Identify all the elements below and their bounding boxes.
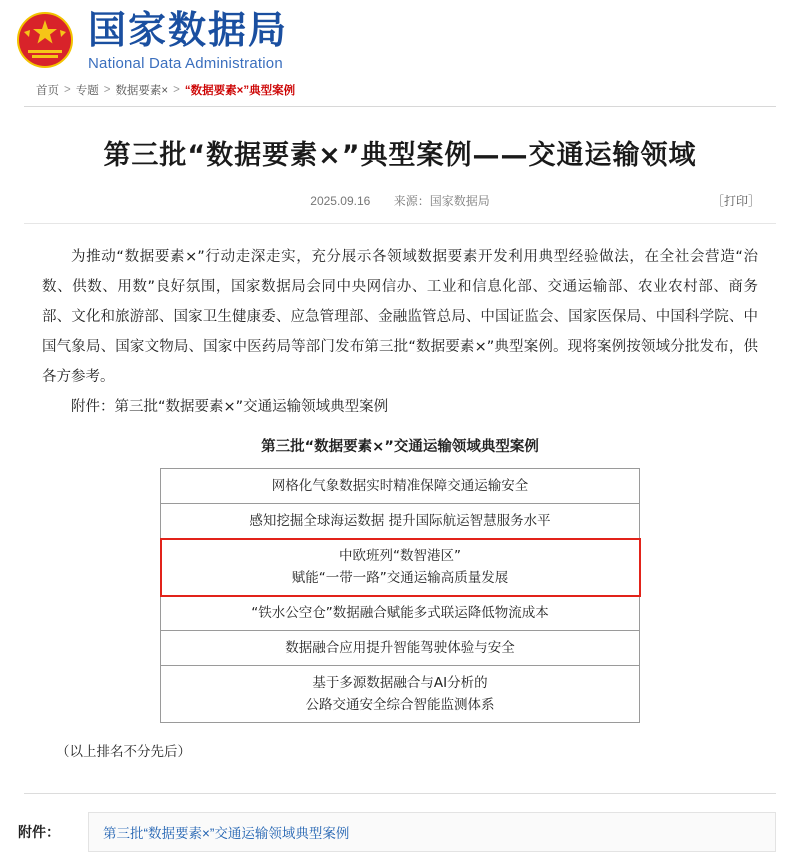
table-row	[161, 666, 640, 723]
brand-title-en: National Data Administration	[88, 54, 283, 72]
case-table	[160, 468, 640, 723]
table-row-highlighted	[161, 539, 640, 596]
breadcrumb	[0, 76, 800, 106]
china-national-emblem-icon	[14, 10, 76, 72]
attachment-section	[0, 794, 800, 852]
case-cell-2: 感知挖掘全球海运数据 提升国际航运智慧服务水平	[161, 504, 640, 539]
case-cell-3	[161, 539, 640, 596]
case-cell-4: “铁水公空仓”数据融合赋能多式联运降低物流成本	[161, 596, 640, 631]
breadcrumb-item-home[interactable]: 首页	[36, 85, 59, 97]
breadcrumb-separator: >	[173, 84, 180, 96]
breadcrumb-item-data-element[interactable]: 数据要素×	[115, 85, 169, 97]
case-cell-5: 数据融合应用提升智能驾驶体验与安全	[161, 631, 640, 666]
table-row	[161, 469, 640, 504]
header-divider	[24, 106, 776, 107]
publish-source: 来源：国家数据局	[393, 194, 490, 208]
article-meta	[40, 192, 760, 209]
article-paragraph-1: 为推动“数据要素×”行动走深走实，充分展示各领域数据要素开发利用典型经验做法，在全社会营造“治数、供数、用数”良好氛围，国家数据局会同中央网信办、工业和信息化部、交通运输部、农业农村部、商务部、文化和旅游部、国家卫生健康委、应急管理部、金融监管总局、中国证监会、国家医保局、中国科学院、中国气象局、国家文物局、国家中医药局等部门发布第三批“数据要素×”典型案例。现将案例按领域分批发布，供各方参考。	[42, 249, 758, 385]
brand-text	[88, 10, 288, 71]
case-cell-3-line2: 赋能“一带一路”交通运输高质量发展	[291, 570, 509, 586]
attachment-box	[88, 812, 776, 852]
table-note: （以上排名不分先后）	[56, 744, 191, 760]
breadcrumb-separator: >	[64, 84, 71, 96]
attachment-link[interactable]: 第三批“数据要素×”交通运输领域典型案例	[103, 826, 350, 841]
case-cell-6-line1: 基于多源数据融合与AI分析的	[312, 675, 488, 691]
case-cell-3-line1: 中欧班列“数智港区”	[339, 548, 461, 564]
publish-date: 2025.09.16	[310, 194, 371, 208]
case-cell-1: 网格化气象数据实时精准保障交通运输安全	[161, 469, 640, 504]
table-row	[161, 631, 640, 666]
site-header	[0, 0, 800, 76]
meta-items	[300, 192, 499, 209]
table-row	[161, 504, 640, 539]
table-row	[161, 596, 640, 631]
article-paragraph-2: 附件：第三批“数据要素×”交通运输领域典型案例	[71, 399, 389, 415]
breadcrumb-item-topics[interactable]: 专题	[75, 85, 99, 97]
article-body	[0, 224, 800, 767]
attachment-label: 附件：	[18, 824, 60, 840]
case-table-title: 第三批“数据要素×”交通运输领域典型案例	[261, 439, 539, 455]
case-cell-6-line2: 公路交通安全综合智能监测体系	[305, 697, 495, 713]
breadcrumb-separator: >	[103, 84, 111, 96]
breadcrumb-item-current: “数据要素×”典型案例	[184, 85, 296, 97]
print-button[interactable]: ［打印］	[711, 194, 760, 208]
brand-title-cn: 国家数据局	[88, 8, 289, 53]
case-cell-6	[161, 666, 640, 723]
page-title: 第三批“数据要素×”典型案例——交通运输领域	[103, 140, 697, 171]
